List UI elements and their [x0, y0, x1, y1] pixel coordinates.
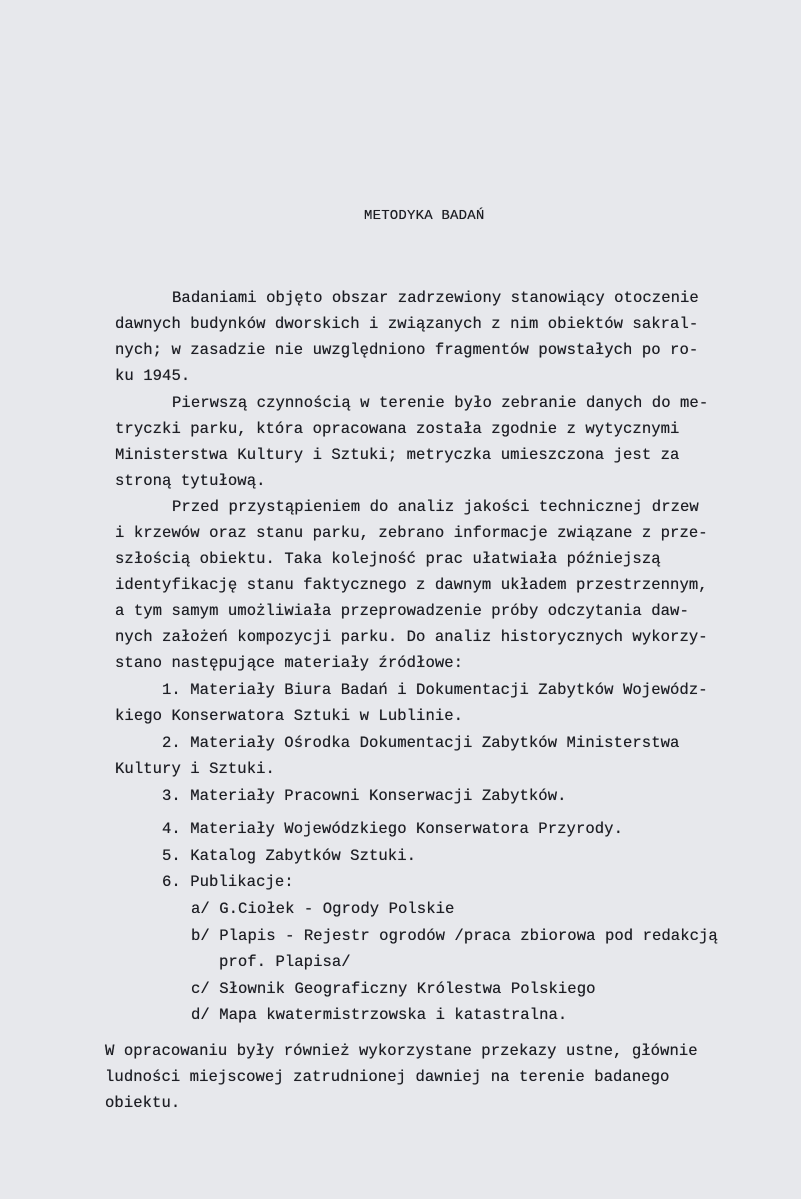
text-line: ludności miejscowej zatrudnionej dawniej na terenie badanego	[105, 1068, 670, 1086]
list-item: kiego Konserwatora Sztuki w Lublinie.	[115, 707, 464, 725]
publication-item: a/ G.Ciołek - Ogrody Polskie	[191, 900, 455, 918]
publication-item: c/ Słownik Geograficzny Królestwa Polskiego	[191, 980, 596, 998]
text-line: obiektu.	[105, 1094, 181, 1112]
page-title: METODYKA BADAŃ	[364, 208, 485, 224]
text-line: nych; w zasadzie nie uwzględniono fragmentów powstałych po ro-	[115, 341, 699, 359]
text-line: a tym samym umożliwiała przeprowadzenie próby odczytania daw-	[115, 602, 689, 620]
publication-item: b/ Plapis - Rejestr ogrodów /praca zbiorowa pod redakcją	[191, 927, 718, 945]
text-line: dawnych budynków dworskich i związanych z nim obiektów sakral-	[115, 315, 699, 333]
list-item: 2. Materiały Ośrodka Dokumentacji Zabytków Ministerstwa	[162, 734, 680, 752]
text-line: i krzewów oraz stanu parku, zebrano informacje związane z prze-	[115, 524, 708, 542]
list-item: 5. Katalog Zabytków Sztuki.	[162, 847, 417, 865]
list-item: 1. Materiały Biura Badań i Dokumentacji Zabytków Wojewódz-	[162, 681, 708, 699]
text-line: W opracowaniu były również wykorzystane przekazy ustne, głównie	[105, 1042, 698, 1060]
list-item: 4. Materiały Wojewódzkiego Konserwatora Przyrody.	[162, 820, 623, 838]
text-line: Przed przystąpieniem do analiz jakości technicznej drzew	[172, 498, 699, 516]
text-line: nych założeń kompozycji parku. Do analiz historycznych wykorzy-	[115, 628, 708, 646]
publication-item: prof. Plapisa/	[219, 953, 351, 971]
publication-item: d/ Mapa kwatermistrzowska i katastralna.	[191, 1006, 568, 1024]
text-line: Pierwszą czynnością w terenie było zebranie danych do me-	[172, 394, 709, 412]
text-line: Badaniami objęto obszar zadrzewiony stanowiący otoczenie	[172, 289, 699, 307]
text-line: ku 1945.	[115, 367, 191, 385]
text-line: szłością obiektu. Taka kolejność prac ułatwiała późniejszą	[115, 550, 661, 568]
text-line: identyfikację stanu faktycznego z dawnym układem przestrzennym,	[115, 576, 708, 594]
text-line: Ministerstwa Kultury i Sztuki; metryczka umieszczona jest za	[115, 446, 680, 464]
text-line: tryczki parku, która opracowana została zgodnie z wytycznymi	[115, 420, 680, 438]
list-item: Kultury i Sztuki.	[115, 760, 275, 778]
list-item: 3. Materiały Pracowni Konserwacji Zabytków.	[162, 787, 567, 805]
text-line: stano następujące materiały źródłowe:	[115, 654, 464, 672]
list-item: 6. Publikacje:	[162, 873, 294, 891]
text-line: stroną tytułową.	[115, 472, 266, 490]
